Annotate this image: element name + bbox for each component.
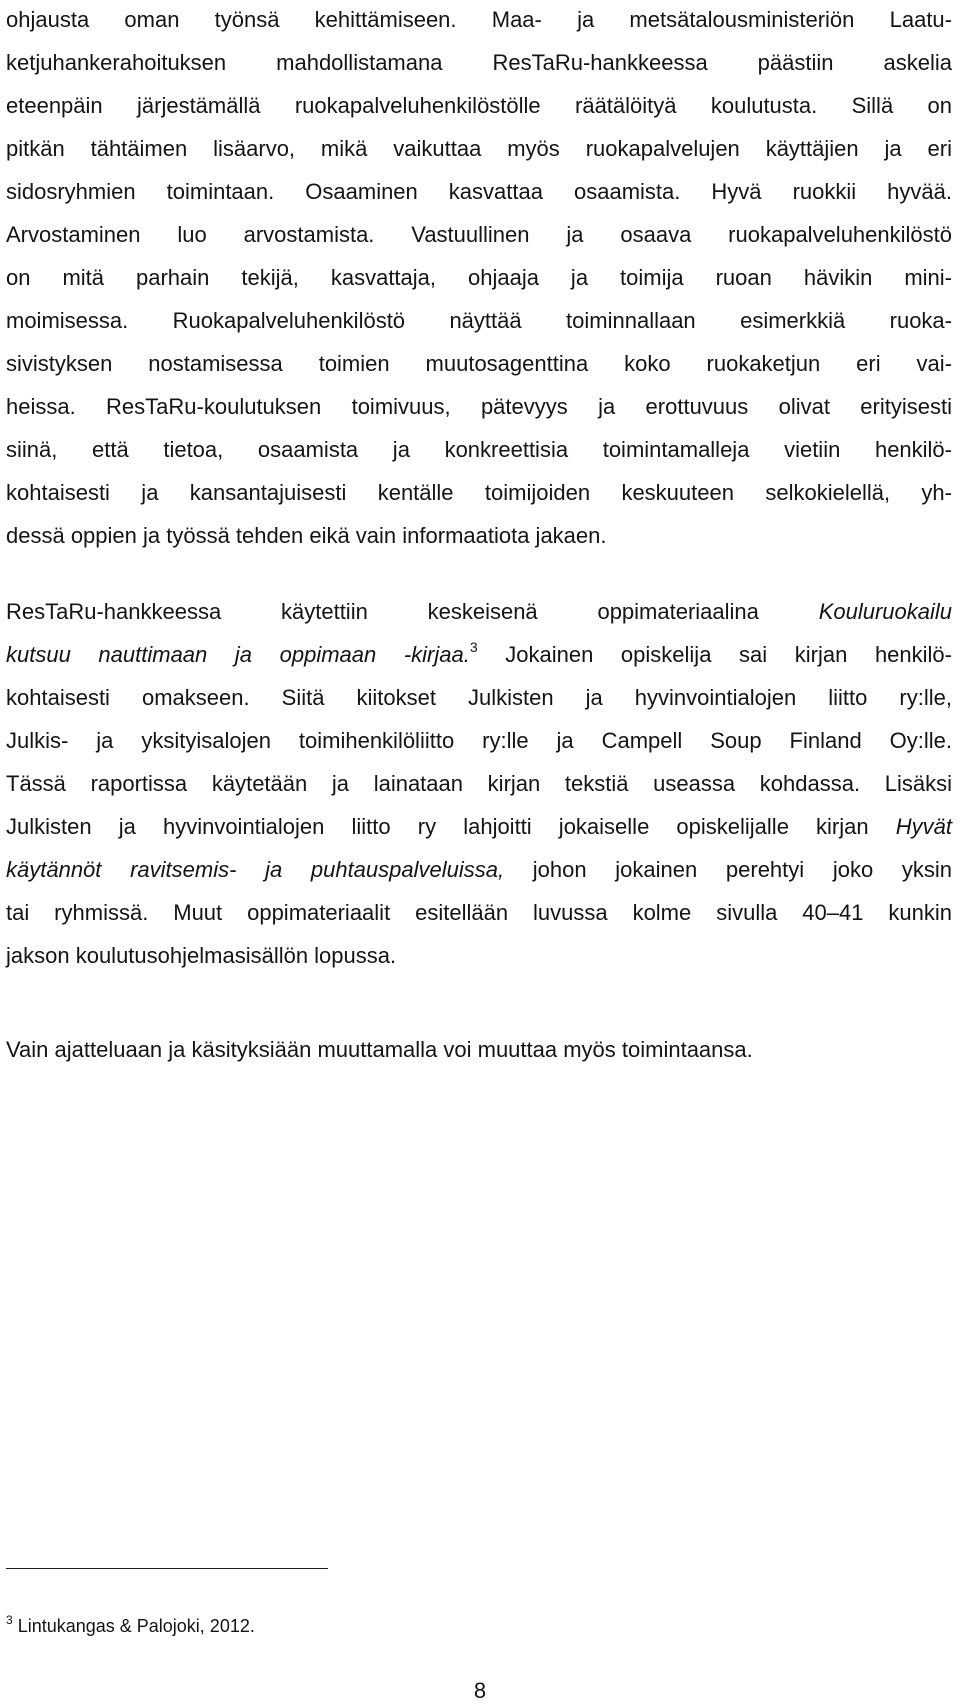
text-line	[6, 633, 952, 676]
body-paragraph-2	[6, 590, 952, 977]
text-segment: Jokainen opiskelija sai kirjan henkilö-	[477, 642, 952, 667]
text-line	[6, 848, 952, 891]
footnote-reference: 3	[469, 639, 478, 655]
body-paragraph-1	[6, 0, 952, 557]
text-line: Arvostaminen luo arvostamista. Vastuullinen ja osaava ruokapalveluhenkilöstö	[6, 222, 952, 247]
footnote-number: 3	[6, 1613, 13, 1627]
text-line: on mitä parhain tekijä, kasvattaja, ohjaaja ja toimija ruoan hävikin mini-	[6, 265, 952, 290]
text-line: tai ryhmissä. Muut oppimateriaalit esitellään luvussa kolme sivulla 40–41 kunkin	[6, 900, 952, 925]
book-title: Hyvät	[895, 814, 952, 839]
text-line	[6, 590, 952, 633]
book-title: kutsuu nauttimaan ja oppimaan -kirjaa.	[6, 642, 470, 667]
text-line: Julkis- ja yksityisalojen toimihenkilöliitto ry:lle ja Campell Soup Finland Oy:lle.	[6, 728, 952, 753]
text-line: dessä oppien ja työssä tehden eikä vain informaatiota jakaen.	[6, 523, 607, 548]
text-line: eteenpäin järjestämällä ruokapalveluhenkilöstölle räätälöityä koulutusta. Sillä on	[6, 93, 952, 118]
text-segment: Julkisten ja hyvinvointialojen liitto ry lahjoitti jokaiselle opiskelijalle kirjan	[6, 814, 869, 839]
text-line: moimisessa. Ruokapalveluhenkilöstö näyttää toiminnallaan esimerkkiä ruoka-	[6, 308, 952, 333]
text-line: siinä, että tietoa, osaamista ja konkreettisia toimintamalleja vietiin henkilö-	[6, 437, 952, 462]
body-paragraph-3	[6, 1028, 952, 1071]
page-number: 8	[473, 1678, 487, 1703]
text-line	[6, 805, 952, 848]
text-line: kohtaisesti omakseen. Siitä kiitokset Julkisten ja hyvinvointialojen liitto ry:lle,	[6, 685, 952, 710]
footnote-separator	[6, 1568, 328, 1569]
text-line: sidosryhmien toimintaan. Osaaminen kasvattaa osaamista. Hyvä ruokkii hyvää.	[6, 179, 952, 204]
text-line: ketjuhankerahoituksen mahdollistamana ResTaRu-hankkeessa päästiin askelia	[6, 50, 952, 75]
text-line: kohtaisesti ja kansantajuisesti kentälle toimijoiden keskuuteen selkokielellä, yh-	[6, 480, 952, 505]
text-segment: ResTaRu-hankkeessa käytettiin keskeisenä oppimateriaalina	[6, 599, 759, 624]
book-title: käytännöt ravitsemis- ja puhtauspalveluissa,	[6, 857, 505, 882]
text-line: jakson koulutusohjelmasisällön lopussa.	[6, 943, 397, 968]
text-segment: johon jokainen perehtyi joko yksin	[504, 857, 952, 882]
footnote-text: Lintukangas & Palojoki, 2012.	[12, 1616, 255, 1636]
footnote	[6, 1614, 255, 1638]
text-line: heissa. ResTaRu-koulutuksen toimivuus, pätevyys ja erottuvuus olivat erityisesti	[6, 394, 952, 419]
text-line: sivistyksen nostamisessa toimien muutosagenttina koko ruokaketjun eri vai-	[6, 351, 952, 376]
book-title: Kouluruokailu	[818, 599, 952, 624]
text-line: pitkän tähtäimen lisäarvo, mikä vaikuttaa myös ruokapalvelujen käyttäjien ja eri	[6, 136, 952, 161]
text-line: Vain ajatteluaan ja käsityksiään muuttamalla voi muuttaa myös toimintaansa.	[6, 1037, 753, 1062]
text-line: ohjausta oman työnsä kehittämiseen. Maa- ja metsätalousministeriön Laatu-	[6, 7, 952, 32]
text-line: Tässä raportissa käytetään ja lainataan kirjan tekstiä useassa kohdassa. Lisäksi	[6, 771, 952, 796]
